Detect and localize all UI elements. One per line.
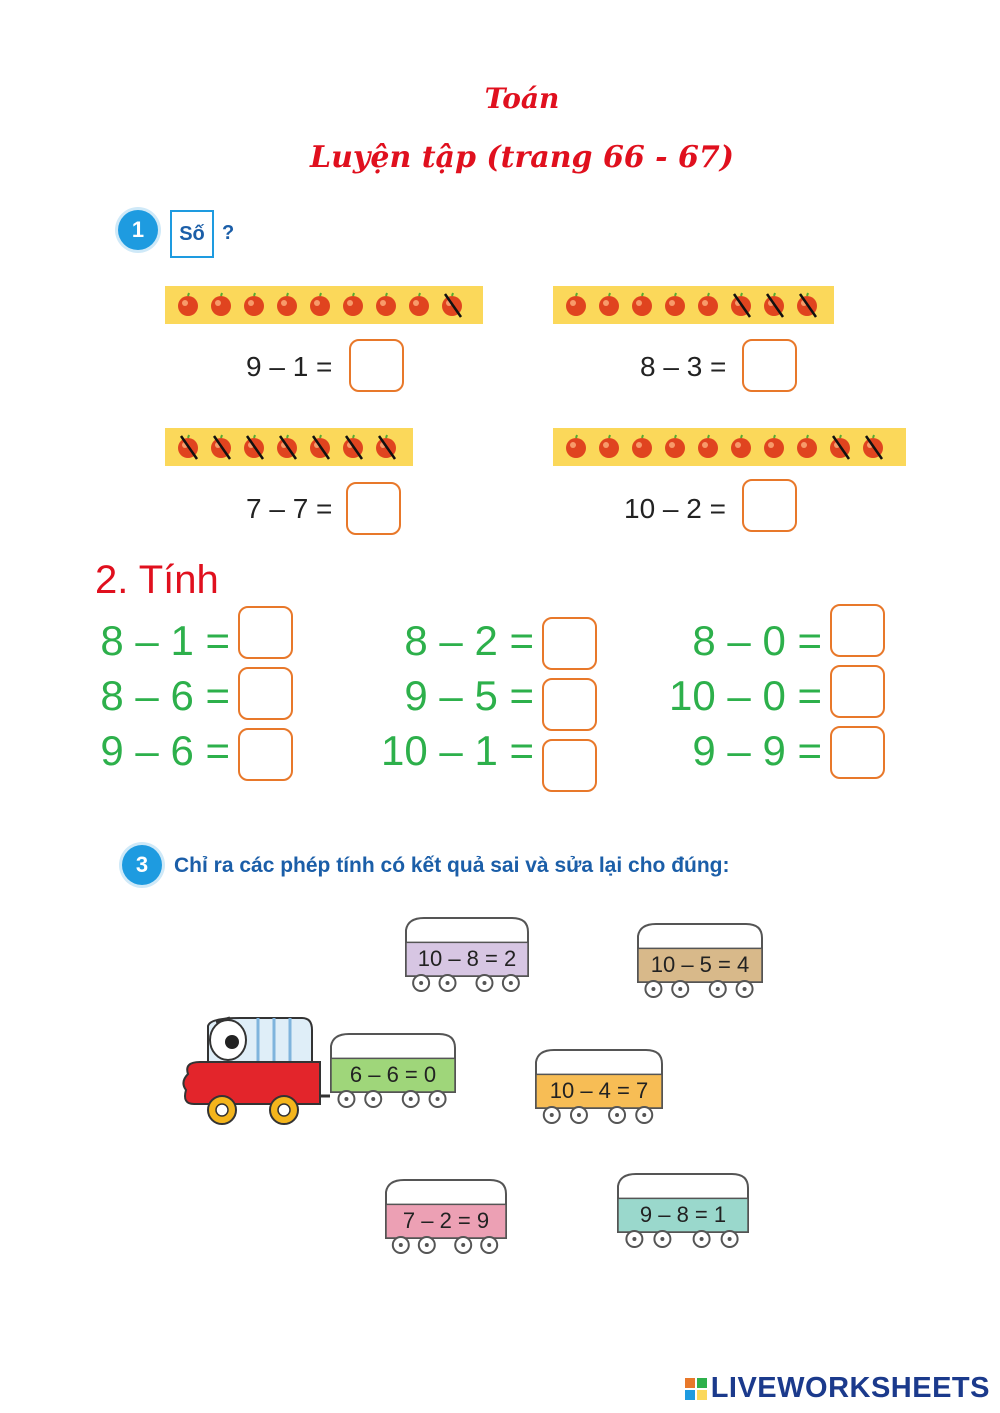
exercise3-answer-box[interactable]: [346, 482, 401, 535]
calc-2-2-answer[interactable]: [542, 678, 597, 731]
apple-icon: [406, 292, 432, 318]
calc-2-1-answer[interactable]: [542, 617, 597, 670]
crossed-apple-icon: [175, 434, 201, 460]
apple-icon: [373, 292, 399, 318]
exercise1-answer-box[interactable]: [349, 339, 404, 392]
calc-3-2: 10 – 0 =: [669, 672, 822, 719]
apple-icon: [274, 292, 300, 318]
apple-strip-4: [553, 428, 906, 466]
wagon-3[interactable]: [325, 1030, 459, 1114]
apple-icon: [563, 434, 589, 460]
apple-strip-3: [165, 428, 413, 466]
crossed-apple-icon: [208, 434, 234, 460]
calc-1-3: 9 – 6 =: [100, 727, 230, 774]
apple-strip-2: [553, 286, 834, 324]
calc-1-1-answer[interactable]: [238, 606, 293, 659]
apple-icon: [662, 434, 688, 460]
wagon-5[interactable]: [380, 1176, 510, 1260]
apple-icon: [175, 292, 201, 318]
apple-icon: [629, 292, 655, 318]
train-engine-illustration: [180, 1012, 330, 1132]
exercise1-expression: 9 – 1 =: [246, 351, 333, 382]
wagon-equation: 9 – 8 = 1: [639, 1202, 727, 1228]
calc-3-1-answer[interactable]: [830, 604, 885, 657]
apple-icon: [340, 292, 366, 318]
calc-2-3: 10 – 1 =: [381, 727, 534, 774]
section1-question-mark: ?: [222, 222, 235, 244]
logo-mark-icon: [685, 1378, 707, 1400]
subject-title: Toán: [484, 82, 560, 115]
wagon-equation: 10 – 4 = 7: [549, 1078, 649, 1104]
calc-1-2-answer[interactable]: [238, 667, 293, 720]
wagon-equation: 6 – 6 = 0: [349, 1062, 437, 1088]
apple-icon: [596, 292, 622, 318]
calc-3-3: 9 – 9 =: [692, 727, 822, 774]
apple-icon: [241, 292, 267, 318]
apple-icon: [208, 292, 234, 318]
apple-icon: [596, 434, 622, 460]
calc-2-3-answer[interactable]: [542, 739, 597, 792]
crossed-apple-icon: [307, 434, 333, 460]
calc-1-2: 8 – 6 =: [100, 672, 230, 719]
apple-icon: [307, 292, 333, 318]
section2-title: 2. Tính: [95, 558, 219, 602]
exercise4-expression: 10 – 2 =: [624, 493, 726, 524]
crossed-apple-icon: [241, 434, 267, 460]
calc-1-3-answer[interactable]: [238, 728, 293, 781]
crossed-apple-icon: [860, 434, 886, 460]
calc-2-1: 8 – 2 =: [404, 617, 534, 664]
apple-icon: [563, 292, 589, 318]
crossed-apple-icon: [761, 292, 787, 318]
crossed-apple-icon: [728, 292, 754, 318]
apple-icon: [728, 434, 754, 460]
logo-text: LIVEWORKSHEETS: [710, 1372, 990, 1404]
calc-1-1: 8 – 1 =: [100, 617, 230, 664]
apple-icon: [695, 292, 721, 318]
crossed-apple-icon: [340, 434, 366, 460]
wagon-equation: 10 – 5 = 4: [650, 952, 750, 978]
calc-3-3-answer[interactable]: [830, 726, 885, 779]
section3-instruction: Chỉ ra các phép tính có kết quả sai và sửa lại cho đúng:: [174, 854, 730, 877]
crossed-apple-icon: [794, 292, 820, 318]
exercise3-expression: 7 – 7 =: [246, 493, 333, 524]
calc-2-2: 9 – 5 =: [404, 672, 534, 719]
calc-3-1: 8 – 0 =: [692, 617, 822, 664]
wagon-4[interactable]: [530, 1046, 666, 1130]
wagon-1[interactable]: [400, 914, 532, 998]
exercise2-expression: 8 – 3 =: [640, 351, 727, 382]
section3-number-badge: 3: [122, 845, 162, 885]
crossed-apple-icon: [439, 292, 465, 318]
wagon-6[interactable]: [612, 1170, 752, 1254]
apple-strip-1: [165, 286, 483, 324]
apple-icon: [695, 434, 721, 460]
exercise2-answer-box[interactable]: [742, 339, 797, 392]
section1-number-badge: 1: [118, 210, 158, 250]
apple-icon: [794, 434, 820, 460]
wagon-equation: 7 – 2 = 9: [402, 1208, 490, 1234]
crossed-apple-icon: [274, 434, 300, 460]
wagon-2[interactable]: [632, 920, 766, 1004]
wagon-equation: 10 – 8 = 2: [417, 946, 517, 972]
calc-3-2-answer[interactable]: [830, 665, 885, 718]
section1-label-box: Số: [170, 210, 214, 258]
apple-icon: [662, 292, 688, 318]
liveworksheets-logo: [685, 1372, 990, 1405]
crossed-apple-icon: [373, 434, 399, 460]
apple-icon: [761, 434, 787, 460]
crossed-apple-icon: [827, 434, 853, 460]
apple-icon: [629, 434, 655, 460]
exercise4-answer-box[interactable]: [742, 479, 797, 532]
lesson-title: Luyện tập (trang 66 - 67): [310, 140, 734, 175]
